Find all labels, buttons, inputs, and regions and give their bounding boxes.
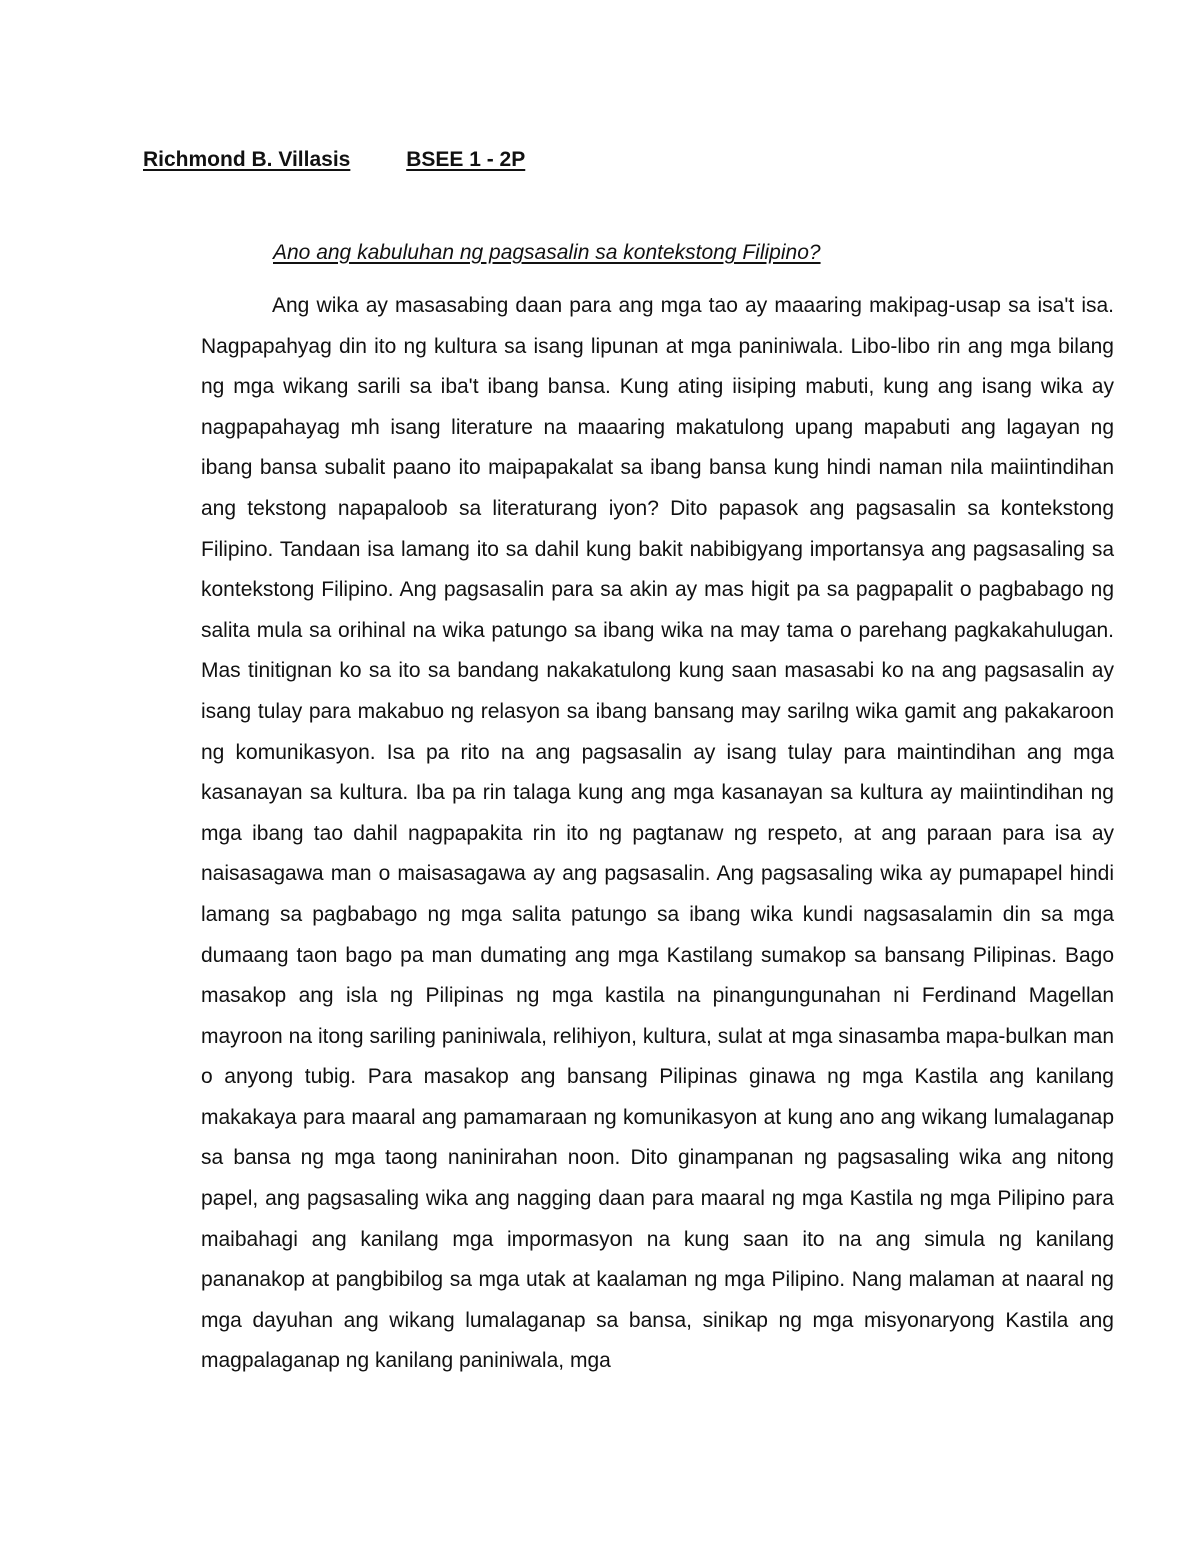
course-section: BSEE 1 - 2P <box>406 148 526 171</box>
document-header <box>143 148 525 172</box>
essay-paragraph: Ang wika ay masasabing daan para ang mga tao ay maaaring makipag-usap sa isa't isa. Nagpapahyag din ito ng kultura sa isang lipunan at mga paniniwala. Libo-libo rin ang mga bilang ng mga wikang sarili sa iba't ibang bansa. Kung ating iisiping mabuti, kung ang isang wika ay nagpapahayag mh isang literature na maaaring makatulong upang mapabuti ang lagayan ng ibang bansa subalit paano ito maipapakalat sa ibang bansa kung hindi naman nila maiintindihan ang tekstong napapaloob sa literaturang iyon? Dito papasok ang pagsasalin sa kontekstong Filipino. Tandaan isa lamang ito sa dahil kung bakit nabibigyang importansya ang pagsasaling sa kontekstong Filipino. Ang pagsasalin para sa akin ay mas higit pa sa pagpapalit o pagbabago ng salita mula sa orihinal na wika patungo sa ibang wika na may tama o parehang pagkakahulugan. Mas tinitignan ko sa ito sa bandang nakakatulong kung saan masasabi ko na ang pagsasalin ay isang tulay para makabuo ng relasyon sa ibang bansang may sarilng wika gamit ang pakakaroon ng komunikasyon. Isa pa rito na ang pagsasalin ay isang tulay para maintindihan ang mga kasanayan sa kultura. Iba pa rin talaga kung ang mga kasanayan sa kultura ay maiintindihan ng mga ibang tao dahil nagpapakita rin ito ng pagtanaw ng respeto, at ang paraan para isa ay naisasagawa man o maisasagawa ay ang pagsasalin. Ang pagsasaling wika ay pumapapel hindi lamang sa pagbabago ng mga salita patungo sa ibang wika kundi nagsasalamin din sa mga dumaang taon bago pa man dumating ang mga Kastilang sumakop sa bansang Pilipinas. Bago masakop ang isla ng Pilipinas ng mga kastila na pinangungunahan ni Ferdinand Magellan mayroon na itong sariling paniniwala, relihiyon, kultura, sulat at mga sinasamba mapa-bulkan man o anyong tubig. Para masakop ang bansang Pilipinas ginawa ng mga Kastila ang kanilang makakaya para maaral ang pamamaraan ng komunikasyon at kung ano ang wikang lumalaganap sa bansa ng mga taong naninirahan noon. Dito ginampanan ng pagsasaling wika ang nitong papel, ang pagsasaling wika ang nagging daan para maaral ng mga Kastila ng mga Pilipino para maibahagi ang kanilang mga impormasyon na kung saan ito na ang simula ng kanilang pananakop at pangbibilog sa mga utak at kaalaman ng mga Pilipino. Nang malaman at naaral ng mga dayuhan ang wikang lumalaganap sa bansa, sinikap ng mga misyonaryong Kastila ang magpalaganap ng kanilang paniniwala, mga <box>201 294 1114 1373</box>
author-name: Richmond B. Villasis <box>143 148 351 171</box>
essay-title: Ano ang kabuluhan ng pagsasalin sa kontekstong Filipino? <box>273 241 821 264</box>
